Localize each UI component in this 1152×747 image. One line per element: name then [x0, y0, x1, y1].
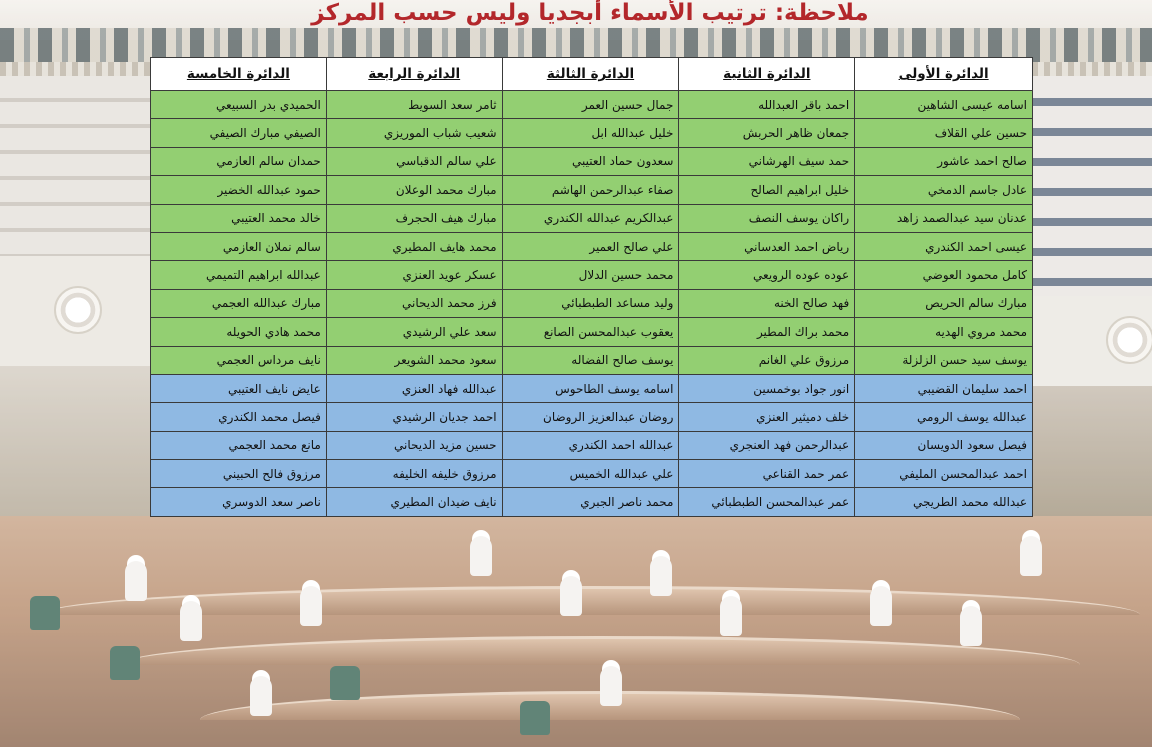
- districts-table: [150, 57, 1033, 517]
- member-name-cell: انور جواد بوخمسين: [679, 374, 855, 402]
- member-name-cell: خليل ابراهيم الصالح: [679, 176, 855, 204]
- table-row: [151, 119, 1033, 147]
- member-name-cell: عبدالله احمد الكندري: [502, 431, 679, 459]
- member-name-cell: عادل جاسم الدمخي: [855, 176, 1033, 204]
- table-body: [151, 91, 1033, 517]
- member-name-cell: اسامه يوسف الطاحوس: [502, 374, 679, 402]
- member-name-cell: حسين مزيد الديحاني: [326, 431, 502, 459]
- member-name-cell: رياض احمد العدساني: [679, 232, 855, 260]
- member-name-cell: خلف دميثير العنزي: [679, 403, 855, 431]
- member-name-cell: روضان عبدالعزيز الروضان: [502, 403, 679, 431]
- member-name-cell: فهد صالح الخنه: [679, 289, 855, 317]
- table-row: [151, 460, 1033, 488]
- member-name-cell: عسكر عويد العنزي: [326, 261, 502, 289]
- member-name-cell: فيصل محمد الكندري: [151, 403, 327, 431]
- member-name-cell: كامل محمود العوضي: [855, 261, 1033, 289]
- member-name-cell: صالح احمد عاشور: [855, 147, 1033, 175]
- member-name-cell: الصيفي مبارك الصيفي: [151, 119, 327, 147]
- member-name-cell: يوسف سيد حسن الزلزلة: [855, 346, 1033, 374]
- member-name-cell: احمد جديان الرشيدي: [326, 403, 502, 431]
- table-row: [151, 261, 1033, 289]
- member-name-cell: مرزوق فالح الحبيني: [151, 460, 327, 488]
- table-header-row: [151, 58, 1033, 91]
- member-name-cell: عيسى احمد الكندري: [855, 232, 1033, 260]
- table-row: [151, 346, 1033, 374]
- member-name-cell: مرزوق علي الغانم: [679, 346, 855, 374]
- header-district-5: الدائرة الخامسة: [151, 58, 327, 91]
- table-row: [151, 318, 1033, 346]
- member-name-cell: يوسف صالح الفضاله: [502, 346, 679, 374]
- member-name-cell: ثامر سعد السويط: [326, 91, 502, 119]
- member-name-cell: خليل عبدالله ابل: [502, 119, 679, 147]
- member-name-cell: جمعان ظاهر الحربش: [679, 119, 855, 147]
- member-name-cell: عايض نايف العتيبي: [151, 374, 327, 402]
- member-name-cell: مبارك هيف الحجرف: [326, 204, 502, 232]
- member-name-cell: نايف ضيدان المطيري: [326, 488, 502, 516]
- member-name-cell: مبارك سالم الحريص: [855, 289, 1033, 317]
- member-name-cell: عوده عوده الرويعي: [679, 261, 855, 289]
- member-name-cell: سعود محمد الشويعر: [326, 346, 502, 374]
- table-row: [151, 488, 1033, 516]
- member-name-cell: عبدالرحمن فهد العنجري: [679, 431, 855, 459]
- table-row: [151, 204, 1033, 232]
- table-row: [151, 147, 1033, 175]
- table-row: [151, 403, 1033, 431]
- member-name-cell: راكان يوسف النصف: [679, 204, 855, 232]
- member-name-cell: نايف مرداس العجمي: [151, 346, 327, 374]
- member-name-cell: وليد مساعد الطبطبائي: [502, 289, 679, 317]
- member-name-cell: شعيب شباب الموريزي: [326, 119, 502, 147]
- member-name-cell: حمدان سالم العازمي: [151, 147, 327, 175]
- member-name-cell: فيصل سعود الدويسان: [855, 431, 1033, 459]
- member-name-cell: احمد عبدالمحسن المليفي: [855, 460, 1033, 488]
- header-district-3: الدائرة الثالثة: [502, 58, 679, 91]
- member-name-cell: عمر حمد القناعي: [679, 460, 855, 488]
- member-name-cell: عبدالله ابراهيم التميمي: [151, 261, 327, 289]
- member-name-cell: عبدالله محمد الطريجي: [855, 488, 1033, 516]
- member-name-cell: علي عبدالله الخميس: [502, 460, 679, 488]
- table-row: [151, 374, 1033, 402]
- table-row: [151, 176, 1033, 204]
- table-row: [151, 289, 1033, 317]
- member-name-cell: عبدالكريم عبدالله الكندري: [502, 204, 679, 232]
- header-district-1: الدائرة الأولى: [855, 58, 1033, 91]
- table-row: [151, 232, 1033, 260]
- member-name-cell: حمود عبدالله الخضير: [151, 176, 327, 204]
- member-name-cell: مانع محمد العجمي: [151, 431, 327, 459]
- member-name-cell: محمد ناصر الجبري: [502, 488, 679, 516]
- member-name-cell: محمد هادي الحويله: [151, 318, 327, 346]
- member-name-cell: صفاء عبدالرحمن الهاشم: [502, 176, 679, 204]
- member-name-cell: مبارك محمد الوعلان: [326, 176, 502, 204]
- member-name-cell: ناصر سعد الدوسري: [151, 488, 327, 516]
- member-name-cell: احمد باقر العبدالله: [679, 91, 855, 119]
- member-name-cell: مبارك عبدالله العجمي: [151, 289, 327, 317]
- header-district-2: الدائرة الثانية: [679, 58, 855, 91]
- table-row: [151, 431, 1033, 459]
- member-name-cell: الحميدي بدر السبيعي: [151, 91, 327, 119]
- member-name-cell: محمد مروي الهديه: [855, 318, 1033, 346]
- member-name-cell: محمد هايف المطيري: [326, 232, 502, 260]
- member-name-cell: سعد علي الرشيدي: [326, 318, 502, 346]
- member-name-cell: عدنان سيد عبدالصمد زاهد: [855, 204, 1033, 232]
- member-name-cell: عمر عبدالمحسن الطبطبائي: [679, 488, 855, 516]
- member-name-cell: علي صالح العمير: [502, 232, 679, 260]
- member-name-cell: محمد براك المطير: [679, 318, 855, 346]
- member-name-cell: حسين علي القلاف: [855, 119, 1033, 147]
- member-name-cell: علي سالم الدقباسي: [326, 147, 502, 175]
- member-name-cell: عبدالله فهاد العنزي: [326, 374, 502, 402]
- table-row: [151, 91, 1033, 119]
- member-name-cell: مرزوق خليفه الخليفه: [326, 460, 502, 488]
- member-name-cell: خالد محمد العتيبي: [151, 204, 327, 232]
- member-name-cell: يعقوب عبدالمحسن الصانع: [502, 318, 679, 346]
- header-district-4: الدائرة الرابعة: [326, 58, 502, 91]
- member-name-cell: اسامه عيسى الشاهين: [855, 91, 1033, 119]
- member-name-cell: جمال حسين العمر: [502, 91, 679, 119]
- member-name-cell: عبدالله يوسف الرومي: [855, 403, 1033, 431]
- member-name-cell: احمد سليمان القضيبي: [855, 374, 1033, 402]
- member-name-cell: حمد سيف الهرشاني: [679, 147, 855, 175]
- member-name-cell: فرز محمد الديحاني: [326, 289, 502, 317]
- member-name-cell: محمد حسين الدلال: [502, 261, 679, 289]
- member-name-cell: سالم نملان العازمي: [151, 232, 327, 260]
- member-name-cell: سعدون حماد العتيبي: [502, 147, 679, 175]
- note-title: ملاحظة: ترتيب الأسماء أبجديا وليس حسب المركز: [311, 0, 869, 26]
